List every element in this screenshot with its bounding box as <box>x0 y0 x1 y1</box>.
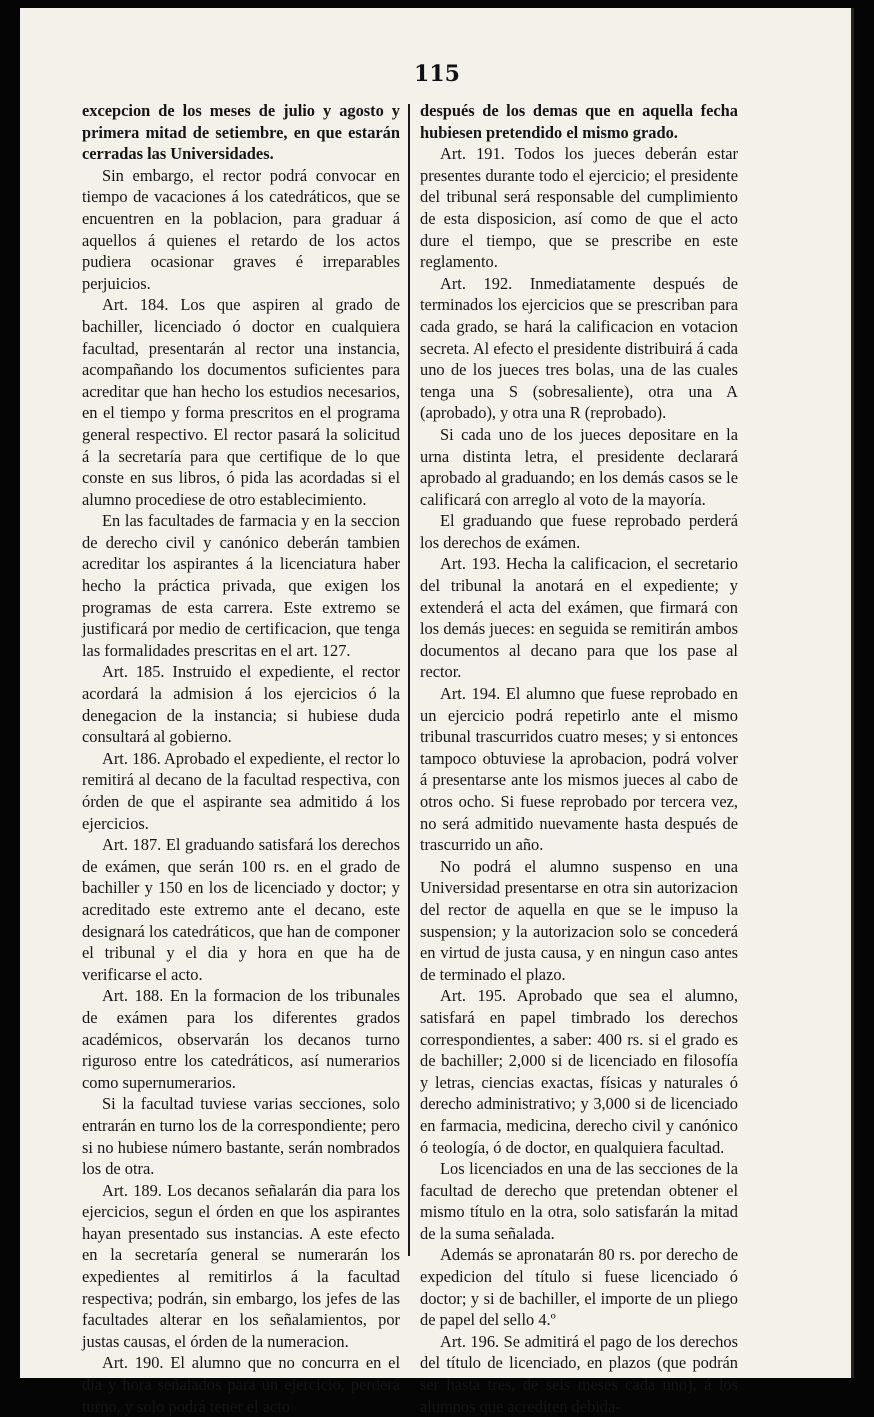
paragraph: Art. 191. Todos los jueces deberán estar presentes durante todo el ejercicio; el presidente del tribunal será responsable del cumplimiento de esta disposicion, así como de que el acto dure el tiempo, que se prescribe en este reglamento. <box>420 144 738 272</box>
paragraph: Art. 194. El alumno que fuese reprobado en un ejercicio podrá repetirlo ante el mismo tribunal trascurridos cuatro meses; y si entonces tampoco obtuviese la aprobacion, podrá volver á presentarse ante los mismos jueces al cabo de otros ocho. Si fuese reprobado por tercera vez, no será admitido nuevamente hasta después de trascurrido un año. <box>420 684 738 855</box>
right-text-column <box>420 100 738 1417</box>
page-number: 115 <box>414 61 460 87</box>
paragraph: Art. 196. Se admitirá el pago de los derechos del título de licenciado, en plazos (que podrán ser hasta tres, de seis meses cada uno), á los alumnos que acrediten debida- <box>420 1331 738 1416</box>
paragraph: Art. 184. Los que aspiren al grado de bachiller, licenciado ó doctor en cualquiera facultad, presentarán al rector una instancia, acompañando los documentos suficientes para acreditar que han hecho los estudios necesarios, en el tiempo y forma prescritos en el programa general respectivo. El rector pasará la solicitud á la secretaría para que certifique de lo que conste en sus libros, ó pida las acordadas si el alumno procediese de otro establecimiento. <box>82 295 400 509</box>
paragraph: Si la facultad tuviese varias secciones, solo entrarán en turno los de la correspondiente; pero si no hubiese número bastante, serán nombrados los de otra. <box>82 1094 400 1179</box>
paragraph: Art. 185. Instruido el expediente, el rector acordará la admision á los ejercicios ó la denegacion de la instancia; si hubiese duda consultará al gobierno. <box>82 662 400 747</box>
paragraph: No podrá el alumno suspenso en una Universidad presentarse en otra sin autorizacion del rector de aquella en que se le impuso la suspension; y la autorizacion solo se concederá en virtud de justa causa, y en ningun caso antes de terminado el plazo. <box>420 856 738 984</box>
paragraph: Art. 189. Los decanos señalarán dia para los ejercicios, segun el órden en que los aspirantes hayan presentado sus instancias. A este efecto en la secretaría general se numerarán los expedientes al remitirlos á la facultad respectiva; podrán, sin embargo, los jefes de las facultades alterar en los señalamientos, por justas causas, el órden de la numeracion. <box>82 1180 400 1351</box>
paragraph: Art. 190. El alumno que no concurra en el dia y hora señalados para un ejercicio, perderá turno, y solo podrá tener el acto <box>82 1353 400 1416</box>
paragraph: Además se apronatarán 80 rs. por derecho de expedicion del título si fuese licenciado ó doctor; y si de bachiller, el importe de un pliego de papel del sello 4.º <box>420 1245 738 1330</box>
page-sheet <box>20 8 854 1416</box>
left-text-column <box>82 100 400 1417</box>
paragraph: Art. 193. Hecha la calificacion, el secretario del tribunal la anotará en el expediente; y extenderá el acta del exámen, que firmará con los demás jueces: en seguida se remitirán ambos documentos al decano para que los pase al rector. <box>420 554 738 682</box>
paragraph: Art. 195. Aprobado que sea el alumno, satisfará en papel timbrado los derechos correspondientes, a saber: 400 rs. si el grado es de bachiller; 2,000 si de licenciado en filosofía y letras, ciencias exactas, físicas y naturales ó derecho administrativo; y 3,000 si de licenciado en farmacia, medicina, derecho civil y canónico ó teología, ó de doctor, en qualquiera facultad. <box>420 986 738 1157</box>
paragraph: Sin embargo, el rector podrá convocar en tiempo de vacaciones á los catedráticos, que se encuentren en la poblacion, para graduar á aquellos á quienes el retardo de los actos pudiera ocasionar graves é irreparables perjuicios. <box>82 165 400 293</box>
paragraph: El graduando que fuese reprobado perderá los derechos de exámen. <box>420 511 738 552</box>
paragraph: Si cada uno de los jueces depositare en la urna distinta letra, el presidente declarará aprobado al graduando; en los demás casos se le calificará con arreglo al voto de la mayoría. <box>420 424 738 509</box>
paragraph: excepcion de los meses de julio y agosto y primera mitad de setiembre, en que estarán cerradas las Universidades. <box>82 101 400 164</box>
paragraph: Los licenciados en una de las secciones de la facultad de derecho que pretendan obtener el mismo título en la otra, solo satisfarán la mitad de la suma señalada. <box>420 1159 738 1243</box>
paragraph: Art. 188. En la formacion de los tribunales de exámen para los diferentes grados académicos, observarán los decanos turno riguroso entre los catedráticos, así numerarios como supernumerarios. <box>82 986 400 1092</box>
paragraph: Art. 186. Aprobado el expediente, el rector lo remitirá al decano de la facultad respectiva, con órden de que el aspirante sea admitido á los ejercicios. <box>82 748 400 833</box>
paragraph: después de los demas que en aquella fecha hubiesen pretendido el mismo grado. <box>420 101 738 142</box>
column-divider <box>408 104 410 1256</box>
paragraph: Art. 187. El graduando satisfará los derechos de exámen, que serán 100 rs. en el grado de bachiller y 150 en los de licenciado y doctor; y acreditado este extremo ante el decano, este designará los catedráticos, que han de componer el tribunal y el dia y hora en que ha de verificarse el acto. <box>82 835 400 984</box>
paragraph: Art. 192. Inmediatamente después de terminados los ejercicios que se prescriban para cada grado, se hará la calificacion en votacion secreta. Al efecto el presidente distribuirá á cada uno de los jueces tres bolas, una de las cuales tenga una S (sobresaliente), otra una A (aprobado), y otra una R (reprobado). <box>420 273 738 423</box>
paragraph: En las facultades de farmacia y en la seccion de derecho civil y canónico deberán tambien acreditar los aspirantes á la licenciatura haber hecho la práctica privada, que exigen los programas de esta carrera. Este extremo se justificará por medio de certificacion, que tenga las formalidades prescritas en el art. 127. <box>82 511 400 660</box>
